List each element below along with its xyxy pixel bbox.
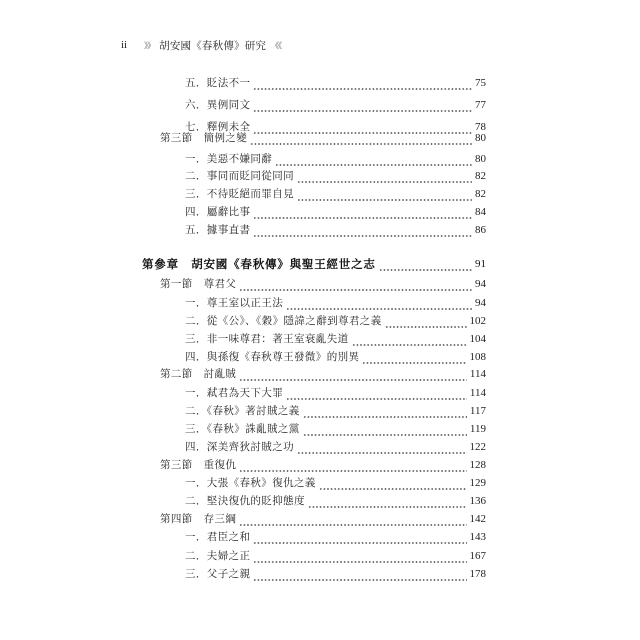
toc-entry-page: 119 bbox=[469, 423, 486, 435]
toc-section bbox=[160, 508, 486, 526]
toc-entry bbox=[185, 563, 486, 581]
toc-section-page: 142 bbox=[469, 513, 486, 525]
toc-entry-label: 三．不待貶絕而罪自見 bbox=[185, 188, 294, 200]
toc-entry bbox=[185, 436, 486, 454]
toc-entry bbox=[185, 148, 486, 166]
dot-leader bbox=[286, 296, 472, 310]
toc-entry-page: 84 bbox=[475, 206, 486, 218]
dot-leader bbox=[239, 512, 466, 526]
toc-entry-page: 104 bbox=[469, 333, 486, 345]
toc-entry-page: 108 bbox=[469, 351, 486, 363]
dot-leader bbox=[253, 76, 472, 90]
toc-entry-page: 77 bbox=[475, 99, 486, 111]
toc-entry-label: 一．尊王室以正王法 bbox=[185, 297, 284, 309]
toc-entry-label: 二．堅決復仇的貶抑態度 bbox=[185, 495, 305, 507]
dot-leader bbox=[253, 567, 466, 581]
dot-leader bbox=[362, 350, 466, 364]
toc-chapter-page: 91 bbox=[475, 258, 486, 270]
chevron-right-decoration: 《《 bbox=[271, 40, 282, 50]
toc-section-page: 80 bbox=[475, 132, 486, 144]
dot-leader bbox=[303, 422, 467, 436]
toc-entry bbox=[185, 219, 486, 237]
toc-entry-page: 114 bbox=[469, 387, 486, 399]
toc-section-label: 第四節 存三綱 bbox=[160, 513, 237, 525]
dot-leader bbox=[297, 169, 472, 183]
dot-leader bbox=[239, 277, 472, 291]
toc-entry bbox=[185, 526, 486, 544]
dot-leader bbox=[319, 476, 467, 490]
toc-entry bbox=[185, 72, 486, 90]
book-title: 胡安國《春秋傳》研究 bbox=[159, 39, 267, 52]
toc-section-page: 94 bbox=[475, 278, 486, 290]
toc-entry-label: 三．父子之親 bbox=[185, 568, 251, 580]
toc-entry bbox=[185, 183, 486, 201]
toc-entry-page: 78 bbox=[475, 121, 486, 133]
toc-entry bbox=[185, 382, 486, 400]
toc-entry-page: 94 bbox=[475, 297, 486, 309]
toc-section-label: 第二節 討亂賊 bbox=[160, 368, 237, 380]
page-number: ii bbox=[121, 39, 128, 51]
toc-entry-label: 三．非一味尊君：著王室衰亂失道 bbox=[185, 333, 349, 345]
toc-entry-label: 二．事同而貶同從同同 bbox=[185, 170, 294, 182]
toc-entry bbox=[185, 545, 486, 563]
toc-chapter-label: 第參章 胡安國《春秋傳》與聖王經世之志 bbox=[142, 257, 376, 271]
toc-entry-label: 四．與孫復《春秋尊王發微》的別異 bbox=[185, 351, 360, 363]
toc-entry-page: 80 bbox=[475, 153, 486, 165]
toc-entry bbox=[185, 418, 486, 436]
dot-leader bbox=[379, 257, 472, 271]
dot-leader bbox=[297, 440, 467, 454]
chevron-left-decoration: 》》 bbox=[144, 40, 155, 50]
toc-section-page: 128 bbox=[469, 459, 486, 471]
toc-entry-label: 二．《春秋》著討賊之義 bbox=[185, 405, 300, 417]
dot-leader bbox=[253, 205, 472, 219]
toc-entry bbox=[185, 94, 486, 112]
dot-leader bbox=[286, 386, 467, 400]
toc-section-label: 第一節 尊君父 bbox=[160, 278, 237, 290]
toc-entry bbox=[185, 400, 486, 418]
toc-entry-label: 七．釋例未全 bbox=[185, 121, 251, 133]
toc-entry-page: 122 bbox=[469, 441, 486, 453]
toc-section-label: 第三節 簡例之變 bbox=[160, 132, 248, 144]
toc-section-label: 第三節 重復仇 bbox=[160, 459, 237, 471]
toc-entry-page: 82 bbox=[475, 188, 486, 200]
toc-section bbox=[160, 363, 486, 381]
dot-leader bbox=[352, 332, 467, 346]
toc-entry-label: 二．從《公》、《穀》隱諱之辭到尊君之義 bbox=[185, 315, 382, 327]
toc-entry-page: 129 bbox=[469, 477, 486, 489]
toc-entry-page: 178 bbox=[469, 568, 486, 580]
toc-entry bbox=[185, 472, 486, 490]
toc-entry-page: 82 bbox=[475, 170, 486, 182]
toc-section-page: 114 bbox=[469, 368, 486, 380]
toc-entry-label: 五．據事直書 bbox=[185, 224, 251, 236]
toc-entry-label: 一．弒君為天下大罪 bbox=[185, 387, 284, 399]
dot-leader bbox=[253, 530, 466, 544]
dot-leader bbox=[297, 187, 472, 201]
dot-leader bbox=[239, 458, 466, 472]
toc-entry bbox=[185, 310, 486, 328]
toc-entry-label: 一．美惡不嫌同辭 bbox=[185, 153, 273, 165]
dot-leader bbox=[250, 131, 472, 145]
dot-leader bbox=[275, 152, 472, 166]
dot-leader bbox=[239, 367, 467, 381]
dot-leader bbox=[308, 494, 467, 508]
dot-leader bbox=[253, 98, 472, 112]
toc-entry-page: 75 bbox=[475, 77, 486, 89]
toc-entry-label: 六．異例同文 bbox=[185, 99, 251, 111]
toc-entry-label: 四．深美齊狄討賊之功 bbox=[185, 441, 294, 453]
toc-entry-page: 102 bbox=[469, 315, 486, 327]
toc-entry-page: 167 bbox=[469, 550, 486, 562]
toc-entry bbox=[185, 490, 486, 508]
toc-entry-page: 86 bbox=[475, 224, 486, 236]
toc-entry-label: 四．屬辭比事 bbox=[185, 206, 251, 218]
toc-entry bbox=[185, 328, 486, 346]
dot-leader bbox=[253, 223, 472, 237]
toc-entry-page: 136 bbox=[469, 495, 486, 507]
toc-entry bbox=[185, 201, 486, 219]
toc-entry-label: 三．《春秋》誅亂賊之黨 bbox=[185, 423, 300, 435]
toc-entry-label: 二．夫婦之正 bbox=[185, 550, 251, 562]
toc-entry-page: 117 bbox=[469, 405, 486, 417]
toc-entry bbox=[185, 165, 486, 183]
toc-entry bbox=[185, 346, 486, 364]
toc-entry-page: 143 bbox=[469, 531, 486, 543]
dot-leader bbox=[385, 314, 467, 328]
dot-leader bbox=[253, 549, 466, 563]
toc-section bbox=[160, 127, 486, 145]
toc-entry-label: 一．大張《春秋》復仇之義 bbox=[185, 477, 316, 489]
toc-section bbox=[160, 454, 486, 472]
toc-entry-label: 五．貶法不一 bbox=[185, 77, 251, 89]
dot-leader bbox=[303, 404, 467, 418]
toc-chapter bbox=[142, 253, 486, 271]
toc-entry-label: 一．君臣之和 bbox=[185, 531, 251, 543]
toc-section bbox=[160, 273, 486, 291]
toc-entry bbox=[185, 292, 486, 310]
